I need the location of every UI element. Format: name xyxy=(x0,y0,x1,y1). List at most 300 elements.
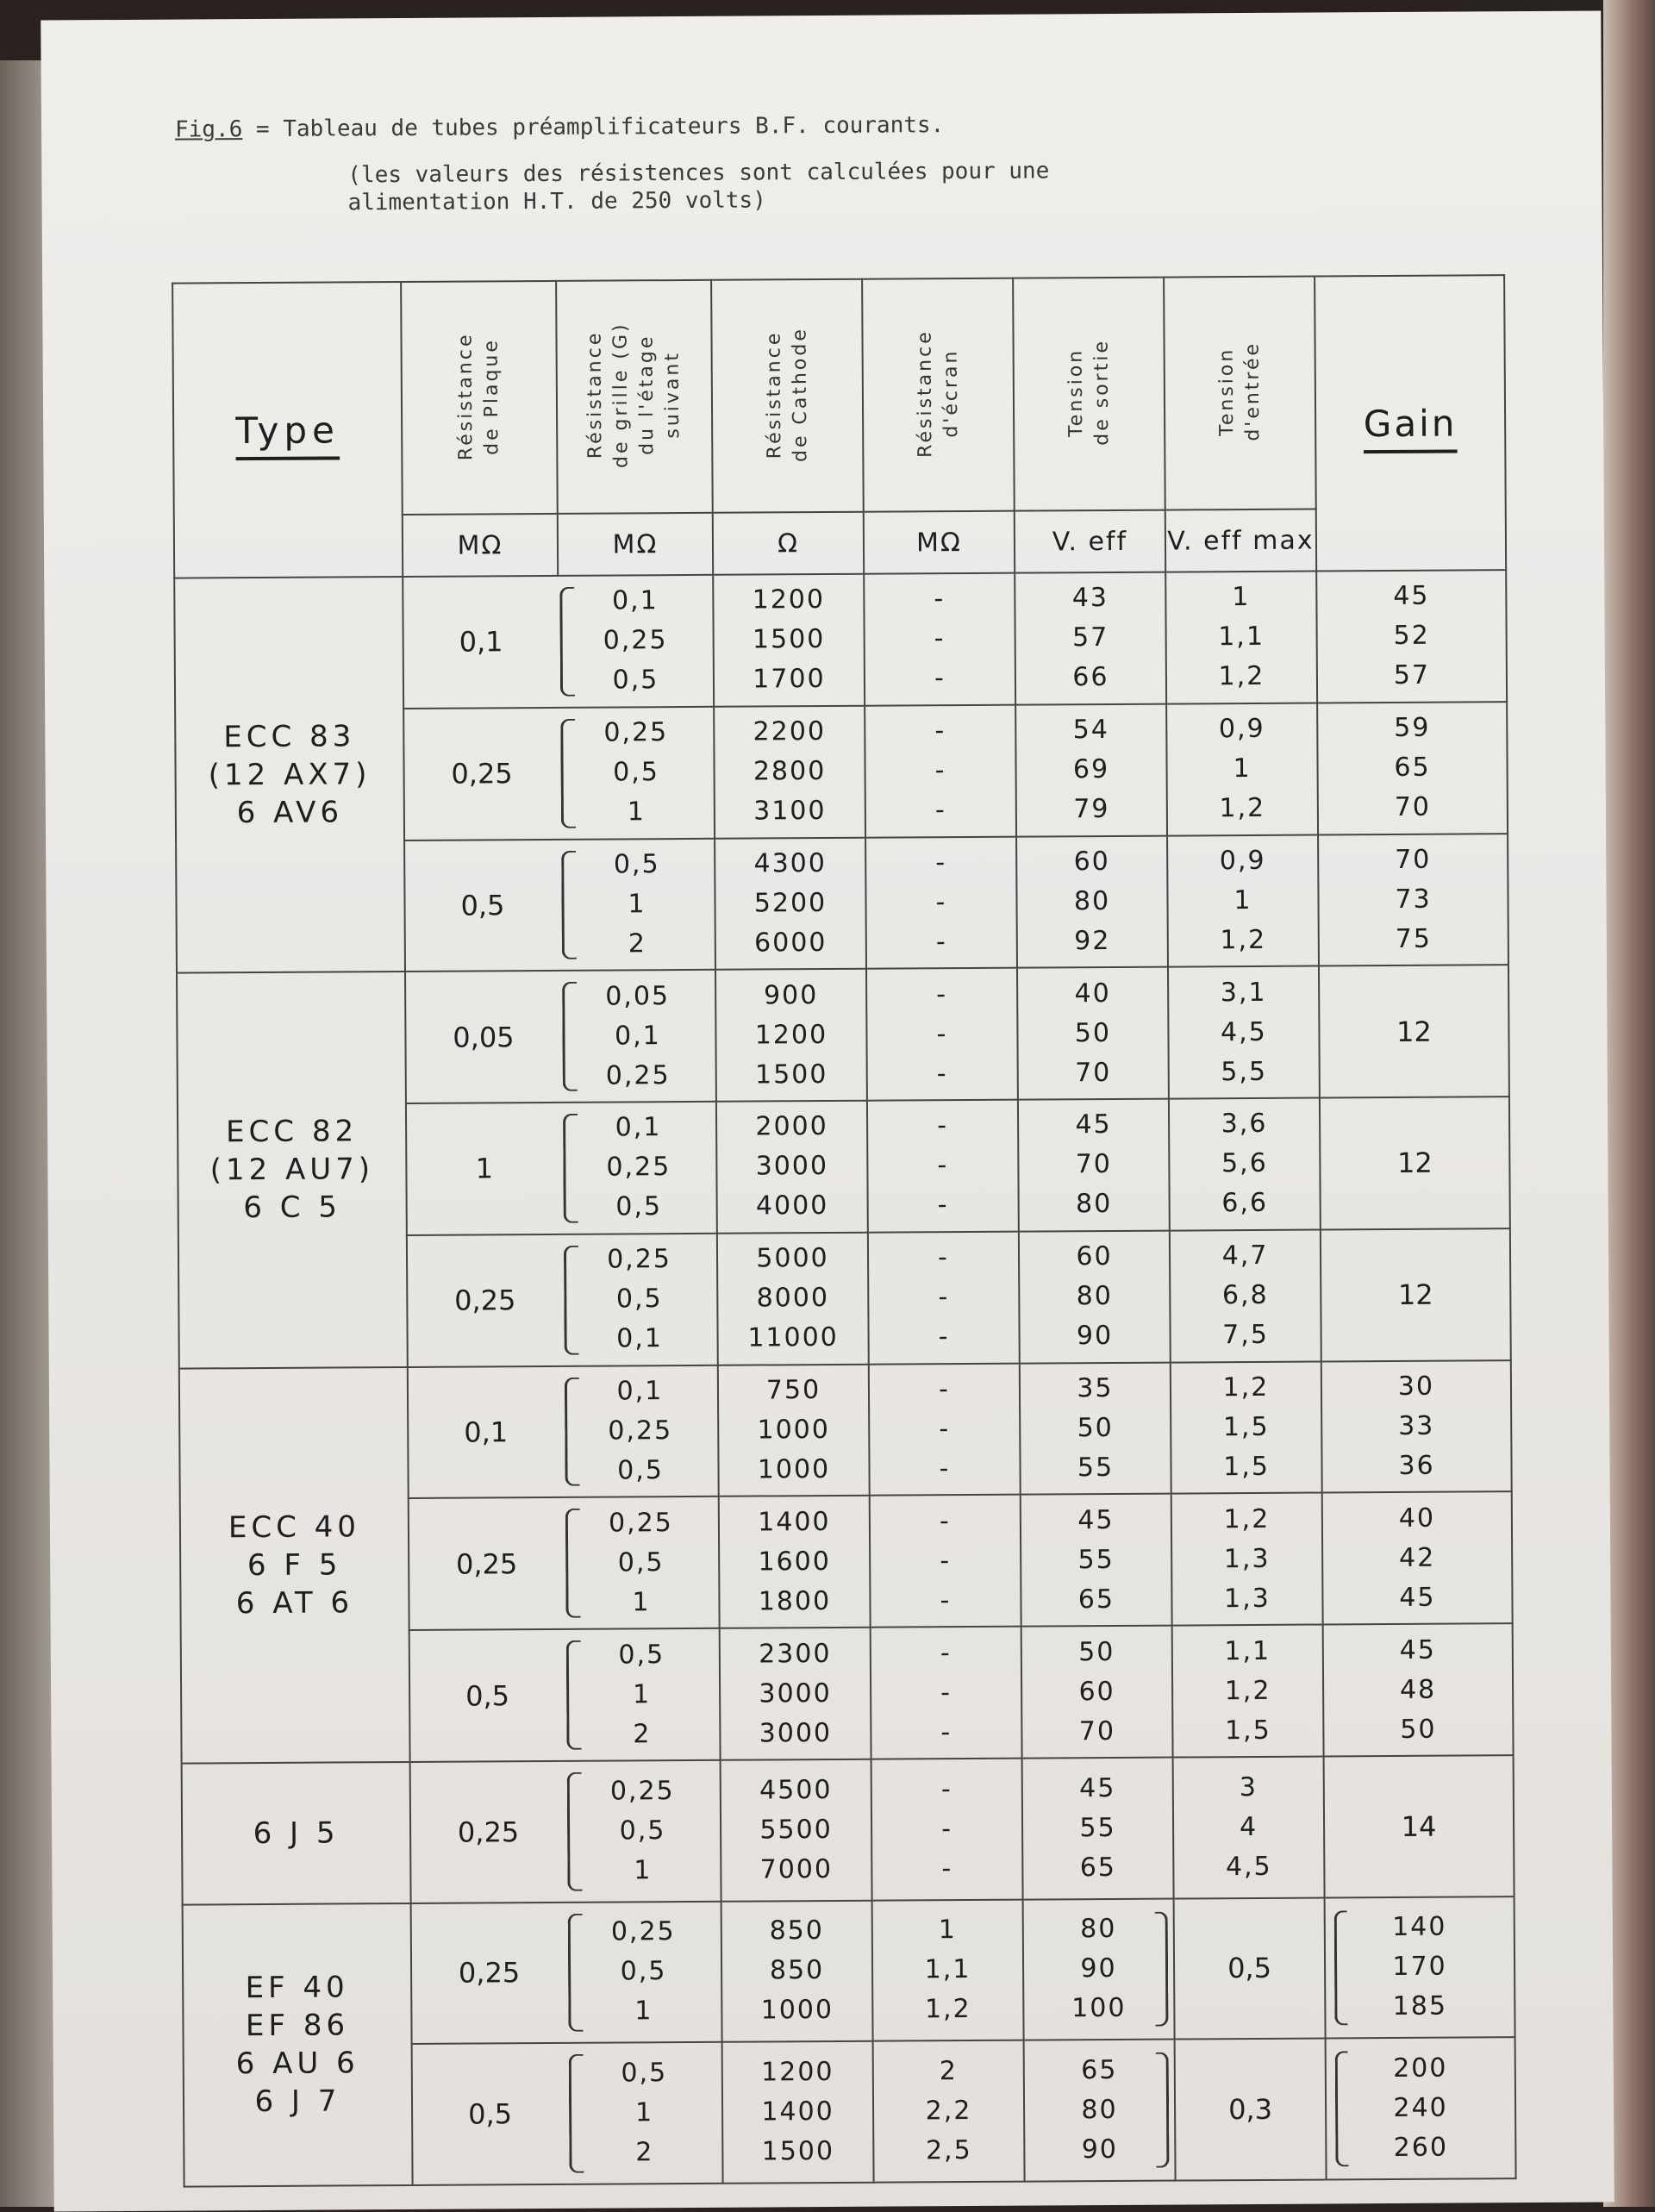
input-voltage-value: 5,6 xyxy=(1221,1148,1268,1179)
input-voltage-cell xyxy=(1171,1493,1323,1626)
screen-resistance-value: - xyxy=(940,1716,952,1747)
output-voltage-value: 50 xyxy=(1078,1636,1115,1667)
input-voltage-cell xyxy=(1168,966,1320,1099)
gain-value: 70 xyxy=(1394,791,1432,823)
input-voltage-value: 1,3 xyxy=(1223,1583,1271,1614)
grid-resistance-cell xyxy=(559,838,715,971)
output-voltage-value: 45 xyxy=(1079,1772,1116,1803)
input-voltage-cell xyxy=(1171,1361,1322,1494)
input-voltage-value: 4,7 xyxy=(1221,1240,1269,1272)
grid-resistance-label: Résistance de grille (G) du l'étage suivant xyxy=(584,322,684,469)
figure-caption xyxy=(175,109,1383,218)
screen-resistance-cell xyxy=(865,704,1016,837)
input-voltage-value: 7,5 xyxy=(1222,1320,1270,1351)
output-voltage-value: 80 xyxy=(1073,885,1111,917)
input-voltage-value: 1,5 xyxy=(1223,1451,1270,1483)
cathode-resistance-value: 900 xyxy=(763,979,819,1011)
input-voltage-value: 1,2 xyxy=(1222,1372,1270,1403)
col-header-grid-resistance xyxy=(556,280,713,514)
cathode-resistance-value: 1000 xyxy=(757,1453,831,1485)
cathode-resistance-value: 5200 xyxy=(753,887,828,919)
grid-resistance-value: 1 xyxy=(632,1587,651,1618)
grid-resistance-cell xyxy=(562,1234,718,1366)
cathode-resistance-value: 1000 xyxy=(760,1995,834,2026)
input-voltage-value: 1,1 xyxy=(1218,622,1265,653)
unit-grid-resistance: MΩ xyxy=(558,513,713,576)
document-page xyxy=(41,10,1614,2211)
cathode-resistance-value: 1200 xyxy=(754,1019,828,1051)
gain-cell xyxy=(1322,1492,1513,1625)
grid-resistance-value: 0,25 xyxy=(610,1916,676,1947)
input-voltage-cell xyxy=(1165,572,1317,704)
grid-resistance-value: 0,1 xyxy=(615,1112,662,1143)
screen-resistance-value: 2,2 xyxy=(925,2096,972,2127)
input-voltage-cell xyxy=(1166,703,1318,835)
caption-note xyxy=(175,155,1382,218)
grid-resistance-value: 2 xyxy=(635,2137,654,2168)
gain-value: 57 xyxy=(1393,660,1431,691)
screen-resistance-value: - xyxy=(941,1853,953,1884)
cathode-resistance-cell xyxy=(715,969,867,1102)
col-header-type xyxy=(172,282,403,578)
output-voltage-value: 80 xyxy=(1076,1281,1114,1312)
output-voltage-cell xyxy=(1022,1757,1174,1899)
unit-screen-resistance: MΩ xyxy=(864,511,1015,574)
output-voltage-value: 57 xyxy=(1071,622,1109,653)
tube-type-name: ECC 82 xyxy=(225,1114,359,1150)
plate-resistance-cell: 0,05 xyxy=(405,971,561,1103)
output-voltage-value: 60 xyxy=(1073,846,1110,878)
tube-type-name: 6 C 5 xyxy=(243,1190,342,1226)
screen-resistance-value: - xyxy=(937,1110,949,1141)
screen-resistance-cell xyxy=(866,968,1018,1101)
cathode-resistance-value: 1500 xyxy=(754,1059,828,1090)
screen-resistance-value: - xyxy=(938,1322,950,1353)
output-voltage-value: 65 xyxy=(1077,1584,1115,1615)
tube-type-cell xyxy=(179,1367,410,1764)
table-row xyxy=(174,570,1507,709)
input-voltage-label: Tension d'entrée xyxy=(1215,341,1264,441)
unit-input-voltage: V. eff max xyxy=(1165,509,1316,572)
plate-resistance-cell: 0,5 xyxy=(409,1629,565,1762)
output-voltage-cell xyxy=(1016,835,1168,968)
tube-table xyxy=(172,274,1516,2187)
cathode-resistance-value: 3000 xyxy=(759,1678,832,1709)
input-voltage-value: 4,5 xyxy=(1225,1851,1272,1882)
screen-resistance-value: - xyxy=(940,1584,952,1615)
output-voltage-value: 43 xyxy=(1071,583,1109,614)
cathode-resistance-value: 4500 xyxy=(759,1774,833,1806)
plate-resistance-cell: 0,5 xyxy=(412,2043,568,2185)
output-voltage-value: 80 xyxy=(1075,1189,1113,1220)
unit-plate-resistance: MΩ xyxy=(403,514,558,577)
cathode-resistance-value: 850 xyxy=(769,1955,825,1986)
input-voltage-value: 1,5 xyxy=(1222,1411,1270,1443)
tube-type-name: 6 F 5 xyxy=(247,1547,342,1583)
plate-resistance-cell: 0,1 xyxy=(403,576,559,709)
output-voltage-value: 90 xyxy=(1080,1953,1117,1984)
input-voltage-value: 3,1 xyxy=(1220,977,1267,1008)
screen-resistance-value: - xyxy=(934,715,946,747)
grid-resistance-value: 1 xyxy=(634,1996,653,2027)
output-voltage-cell xyxy=(1018,1099,1170,1232)
output-voltage-value: 55 xyxy=(1079,1812,1116,1843)
cathode-resistance-cell xyxy=(713,574,865,707)
cathode-resistance-value: 2200 xyxy=(753,716,827,747)
tube-type-name: ECC 83 xyxy=(223,719,356,755)
output-voltage-value: 66 xyxy=(1072,662,1109,693)
tube-type-name: EF 86 xyxy=(245,2008,350,2044)
grid-resistance-value: 0,5 xyxy=(615,1191,663,1222)
screen-resistance-value: - xyxy=(941,1813,953,1844)
gain-value: 70 xyxy=(1395,844,1432,875)
screen-resistance-value: - xyxy=(939,1414,951,1445)
screen-resistance-value: - xyxy=(934,623,946,654)
screen-resistance-cell xyxy=(867,1100,1019,1233)
input-voltage-value: 1 xyxy=(1233,884,1252,916)
caption-note-line-2: alimentation H.T. de 250 volts) xyxy=(347,187,766,216)
screen-resistance-cell xyxy=(871,1759,1023,1901)
grid-resistance-cell xyxy=(559,707,715,840)
input-voltage-value: 0,9 xyxy=(1219,845,1266,877)
screen-resistance-value: 1,2 xyxy=(924,1994,971,2025)
gain-value: 45 xyxy=(1393,581,1430,612)
cathode-resistance-value: 3000 xyxy=(759,1717,833,1748)
tube-type-name: (12 AX7) xyxy=(208,757,372,793)
cathode-resistance-value: 1500 xyxy=(752,624,826,655)
screen-resistance-value: - xyxy=(940,1637,952,1668)
gain-value: 52 xyxy=(1393,621,1430,652)
plate-resistance-cell: 0,25 xyxy=(403,708,559,840)
output-voltage-cell xyxy=(1021,1626,1173,1759)
gain-cell xyxy=(1318,834,1508,966)
grid-resistance-value: 1 xyxy=(634,1854,653,1886)
tube-type-cell xyxy=(182,1762,411,1904)
gain-value: 48 xyxy=(1399,1674,1437,1705)
gain-cell xyxy=(1317,702,1508,834)
grid-resistance-value: 0,5 xyxy=(612,665,659,696)
gain-value: 75 xyxy=(1395,923,1432,954)
caption-separator: = xyxy=(242,116,284,143)
plate-resistance-cell: 1 xyxy=(406,1103,562,1235)
screen-resistance-value: - xyxy=(934,795,946,826)
tube-type-name: (12 AU7) xyxy=(209,1152,375,1188)
grid-resistance-value: 0,1 xyxy=(616,1323,664,1354)
input-voltage-cell xyxy=(1172,1625,1324,1758)
col-header-input-voltage xyxy=(1164,277,1316,510)
cathode-resistance-value: 4000 xyxy=(755,1190,829,1222)
cathode-resistance-label: Résistance de Cathode xyxy=(762,326,811,462)
output-voltage-cell xyxy=(1023,1898,1175,2040)
screen-resistance-value: - xyxy=(934,584,946,615)
table-row xyxy=(177,965,1509,1104)
cathode-resistance-value: 1200 xyxy=(752,584,826,615)
grid-resistance-value: 0,5 xyxy=(617,1455,665,1486)
output-voltage-value: 70 xyxy=(1075,1057,1112,1088)
plate-resistance-cell: 0,1 xyxy=(408,1365,564,1498)
cathode-resistance-cell xyxy=(719,1496,871,1628)
output-voltage-cell xyxy=(1019,1230,1171,1363)
input-voltage-cell xyxy=(1173,1756,1325,1898)
gain-header-label: Gain xyxy=(1363,402,1458,445)
plate-resistance-cell: 0,5 xyxy=(404,839,560,972)
screen-resistance-value: - xyxy=(937,1190,949,1221)
gain-value: 59 xyxy=(1394,712,1431,744)
screen-resistance-value: - xyxy=(935,887,947,918)
screen-resistance-value: - xyxy=(938,1282,950,1313)
screen-resistance-value: 1,1 xyxy=(924,1954,971,1985)
input-voltage-value: 1,1 xyxy=(1224,1635,1271,1666)
output-voltage-value: 45 xyxy=(1077,1504,1115,1535)
cathode-resistance-value: 6000 xyxy=(754,927,828,959)
output-voltage-cell xyxy=(1021,1494,1172,1627)
plate-resistance-cell: 0,25 xyxy=(411,1902,567,2044)
input-voltage-value: 1,2 xyxy=(1218,661,1265,692)
cathode-resistance-value: 1600 xyxy=(758,1546,831,1578)
screen-resistance-cell xyxy=(871,1627,1022,1759)
col-header-screen-resistance xyxy=(862,278,1015,512)
grid-resistance-value: 1 xyxy=(628,889,646,920)
tube-type-name: 6 J 5 xyxy=(253,1815,340,1851)
grid-resistance-value: 2 xyxy=(628,928,646,959)
tube-type-cell xyxy=(177,972,408,1368)
output-voltage-value: 90 xyxy=(1076,1321,1114,1352)
grid-resistance-value: 0,25 xyxy=(608,1507,673,1539)
cathode-resistance-value: 1400 xyxy=(761,2096,834,2128)
gain-cell: 12 xyxy=(1320,1097,1510,1229)
input-voltage-value: 1,2 xyxy=(1223,1503,1271,1534)
grid-resistance-cell xyxy=(563,1365,719,1497)
grid-resistance-cell xyxy=(566,1901,722,2043)
screen-resistance-value: - xyxy=(934,755,946,786)
cathode-resistance-cell xyxy=(715,837,866,970)
grid-resistance-value: 0,1 xyxy=(614,1020,661,1052)
gain-cell xyxy=(1323,1623,1514,1756)
grid-resistance-value: 0,25 xyxy=(605,1059,671,1091)
grid-resistance-value: 0,05 xyxy=(605,980,671,1012)
tube-type-cell xyxy=(183,1903,413,2187)
plate-resistance-cell: 0,25 xyxy=(409,1497,565,1630)
gain-value: 170 xyxy=(1392,1952,1447,1983)
input-voltage-value: 4,5 xyxy=(1220,1016,1267,1047)
grid-resistance-value: 0,5 xyxy=(613,757,660,788)
gain-cell xyxy=(1325,1896,1515,2039)
grid-resistance-cell xyxy=(567,2042,723,2184)
input-voltage-value: 1,2 xyxy=(1220,924,1267,956)
screen-resistance-value: - xyxy=(939,1505,951,1536)
output-voltage-cell xyxy=(1017,967,1169,1100)
output-voltage-value: 90 xyxy=(1081,2134,1119,2165)
gain-cell xyxy=(1316,570,1507,703)
cathode-resistance-value: 11000 xyxy=(747,1322,839,1353)
output-voltage-value: 45 xyxy=(1075,1109,1112,1140)
screen-resistance-value: - xyxy=(936,1058,948,1089)
grid-resistance-value: 0,5 xyxy=(621,2058,668,2089)
grid-resistance-value: 0,25 xyxy=(607,1244,672,1275)
gain-cell: 14 xyxy=(1324,1755,1514,1897)
output-voltage-value: 50 xyxy=(1074,1017,1112,1048)
grid-resistance-cell xyxy=(561,1102,717,1234)
screen-resistance-cell xyxy=(864,573,1015,706)
cathode-resistance-value: 4300 xyxy=(753,847,828,879)
screen-resistance-value: - xyxy=(938,1242,950,1273)
output-voltage-value: 35 xyxy=(1077,1372,1114,1404)
cathode-resistance-value: 2300 xyxy=(759,1638,832,1669)
gain-cell: 12 xyxy=(1319,965,1509,1097)
table-row xyxy=(182,1755,1514,1904)
col-header-plate-resistance xyxy=(401,281,558,515)
tube-type-cell xyxy=(174,577,405,973)
unit-output-voltage: V. eff xyxy=(1015,510,1165,573)
cathode-resistance-value: 3100 xyxy=(753,796,827,827)
output-voltage-value: 65 xyxy=(1079,1852,1117,1883)
output-voltage-cell xyxy=(1015,572,1166,705)
screen-resistance-cell xyxy=(873,2040,1025,2183)
screen-resistance-value: - xyxy=(936,978,948,1009)
screen-resistance-value: - xyxy=(938,1374,950,1405)
cathode-resistance-value: 1700 xyxy=(753,664,826,695)
cathode-resistance-value: 2800 xyxy=(753,756,827,787)
screen-resistance-value: - xyxy=(935,927,947,958)
cathode-resistance-value: 1800 xyxy=(758,1585,832,1617)
gain-value: 45 xyxy=(1399,1582,1436,1613)
grid-resistance-value: 0,25 xyxy=(603,625,668,656)
gain-cell: 12 xyxy=(1321,1228,1511,1361)
caption-note-line-1: (les valeurs des résistences sont calculées pour une xyxy=(347,158,1050,189)
grid-resistance-value: 0,25 xyxy=(606,1152,671,1184)
tube-table-body xyxy=(174,570,1515,2186)
input-voltage-value: 1,2 xyxy=(1219,793,1266,824)
output-voltage-value: 70 xyxy=(1078,1715,1116,1746)
input-voltage-value: 3 xyxy=(1239,1771,1258,1803)
cathode-resistance-cell xyxy=(718,1364,870,1497)
output-voltage-value: 92 xyxy=(1074,925,1111,957)
tube-type-name: EF 40 xyxy=(245,1970,349,2006)
input-voltage-cell: 0,5 xyxy=(1174,1897,1326,2040)
cathode-resistance-cell xyxy=(722,2041,874,2184)
screen-resistance-value: - xyxy=(940,1545,952,1576)
gain-value: 45 xyxy=(1399,1634,1437,1665)
tube-type-name: ECC 40 xyxy=(228,1509,361,1545)
cathode-resistance-value: 8000 xyxy=(756,1283,830,1314)
input-voltage-value: 1 xyxy=(1233,753,1252,784)
cathode-resistance-value: 1200 xyxy=(761,2057,834,2088)
cathode-resistance-value: 750 xyxy=(765,1375,821,1406)
screen-resistance-value: 1 xyxy=(938,1915,957,1946)
screen-resistance-value: - xyxy=(939,1453,951,1484)
grid-resistance-cell xyxy=(565,1760,721,1903)
output-voltage-value: 80 xyxy=(1080,1914,1117,1945)
gain-value: 240 xyxy=(1393,2092,1448,2124)
grid-resistance-value: 0,5 xyxy=(615,1284,663,1315)
input-voltage-value: 5,5 xyxy=(1221,1056,1268,1087)
plate-resistance-cell: 0,25 xyxy=(410,1761,566,1903)
cathode-resistance-value: 5500 xyxy=(759,1814,833,1846)
output-voltage-value: 79 xyxy=(1073,794,1110,825)
grid-resistance-value: 0,5 xyxy=(617,1547,665,1578)
input-voltage-value: 3,6 xyxy=(1221,1109,1268,1140)
col-header-cathode-resistance xyxy=(711,279,864,513)
cathode-resistance-value: 2000 xyxy=(755,1111,828,1142)
grid-resistance-value: 1 xyxy=(634,2097,654,2128)
cathode-resistance-value: 1400 xyxy=(758,1506,831,1538)
tube-type-name: 6 AU 6 xyxy=(235,2046,359,2082)
unit-cathode-resistance: Ω xyxy=(713,512,864,575)
grid-resistance-value: 0,25 xyxy=(609,1775,675,1807)
type-header-label: Type xyxy=(235,408,340,452)
output-voltage-value: 55 xyxy=(1077,1544,1115,1575)
gain-cell xyxy=(1326,2037,1516,2179)
screen-resistance-value: - xyxy=(937,1150,949,1181)
input-voltage-value: 6,8 xyxy=(1221,1280,1269,1311)
screen-resistance-label: Résistance d'écran xyxy=(913,328,962,458)
gain-value: 185 xyxy=(1392,1991,1448,2022)
output-voltage-value: 54 xyxy=(1072,715,1110,746)
input-voltage-cell xyxy=(1170,1229,1321,1362)
grid-resistance-value: 0,5 xyxy=(618,1639,665,1670)
output-voltage-cell xyxy=(1015,703,1167,836)
caption-title-line xyxy=(175,109,1382,144)
figure-label: Fig.6 xyxy=(174,116,243,143)
output-voltage-value: 69 xyxy=(1072,754,1110,785)
gain-value: 40 xyxy=(1398,1503,1436,1534)
input-voltage-cell xyxy=(1167,834,1319,967)
cathode-resistance-cell xyxy=(716,1101,868,1234)
output-voltage-value: 55 xyxy=(1077,1452,1115,1484)
cathode-resistance-value: 1500 xyxy=(761,2136,835,2167)
screen-resistance-cell xyxy=(868,1231,1020,1364)
output-voltage-value: 60 xyxy=(1078,1676,1115,1707)
cathode-resistance-cell xyxy=(717,1233,869,1365)
cathode-resistance-value: 7000 xyxy=(759,1853,834,1885)
grid-resistance-value: 0,25 xyxy=(603,717,669,748)
tube-type-name: 6 AV6 xyxy=(236,795,344,831)
grid-resistance-value: 0,5 xyxy=(619,1815,666,1846)
plate-resistance-label: Résistance de Plaque xyxy=(454,332,503,460)
screen-resistance-cell xyxy=(865,836,1017,969)
gain-value: 140 xyxy=(1392,1912,1447,1943)
screen-resistance-value: - xyxy=(936,1018,948,1049)
grid-resistance-value: 0,1 xyxy=(611,585,659,616)
input-voltage-value: 1,5 xyxy=(1224,1715,1271,1746)
col-header-output-voltage xyxy=(1013,278,1165,511)
input-voltage-value: 6,6 xyxy=(1221,1188,1269,1219)
cathode-resistance-cell xyxy=(721,1900,873,2042)
screen-resistance-value: 2,5 xyxy=(925,2135,972,2166)
input-voltage-value: 1,2 xyxy=(1224,1675,1271,1706)
input-voltage-value: 0,9 xyxy=(1218,714,1265,745)
output-voltage-value: 70 xyxy=(1075,1149,1113,1180)
output-voltage-cell xyxy=(1020,1362,1171,1495)
grid-resistance-cell xyxy=(560,970,716,1103)
gain-value: 30 xyxy=(1397,1371,1435,1402)
grid-resistance-value: 0,25 xyxy=(608,1415,673,1447)
screen-resistance-cell xyxy=(869,1363,1021,1496)
output-voltage-value: 50 xyxy=(1077,1412,1114,1444)
grid-resistance-cell xyxy=(564,1497,720,1629)
cathode-resistance-value: 1000 xyxy=(757,1414,831,1446)
gain-value: 42 xyxy=(1398,1542,1436,1573)
cathode-resistance-value: 5000 xyxy=(756,1243,829,1274)
screen-resistance-value: - xyxy=(935,847,947,878)
gain-value: 65 xyxy=(1394,752,1431,784)
gain-value: 73 xyxy=(1395,884,1432,915)
output-voltage-value: 100 xyxy=(1071,1993,1127,2024)
caption-title: Tableau de tubes préamplificateurs B.F. courants. xyxy=(283,112,945,142)
grid-resistance-value: 1 xyxy=(627,797,646,828)
grid-resistance-value: 2 xyxy=(633,1718,652,1749)
screen-resistance-value: - xyxy=(940,1677,952,1708)
